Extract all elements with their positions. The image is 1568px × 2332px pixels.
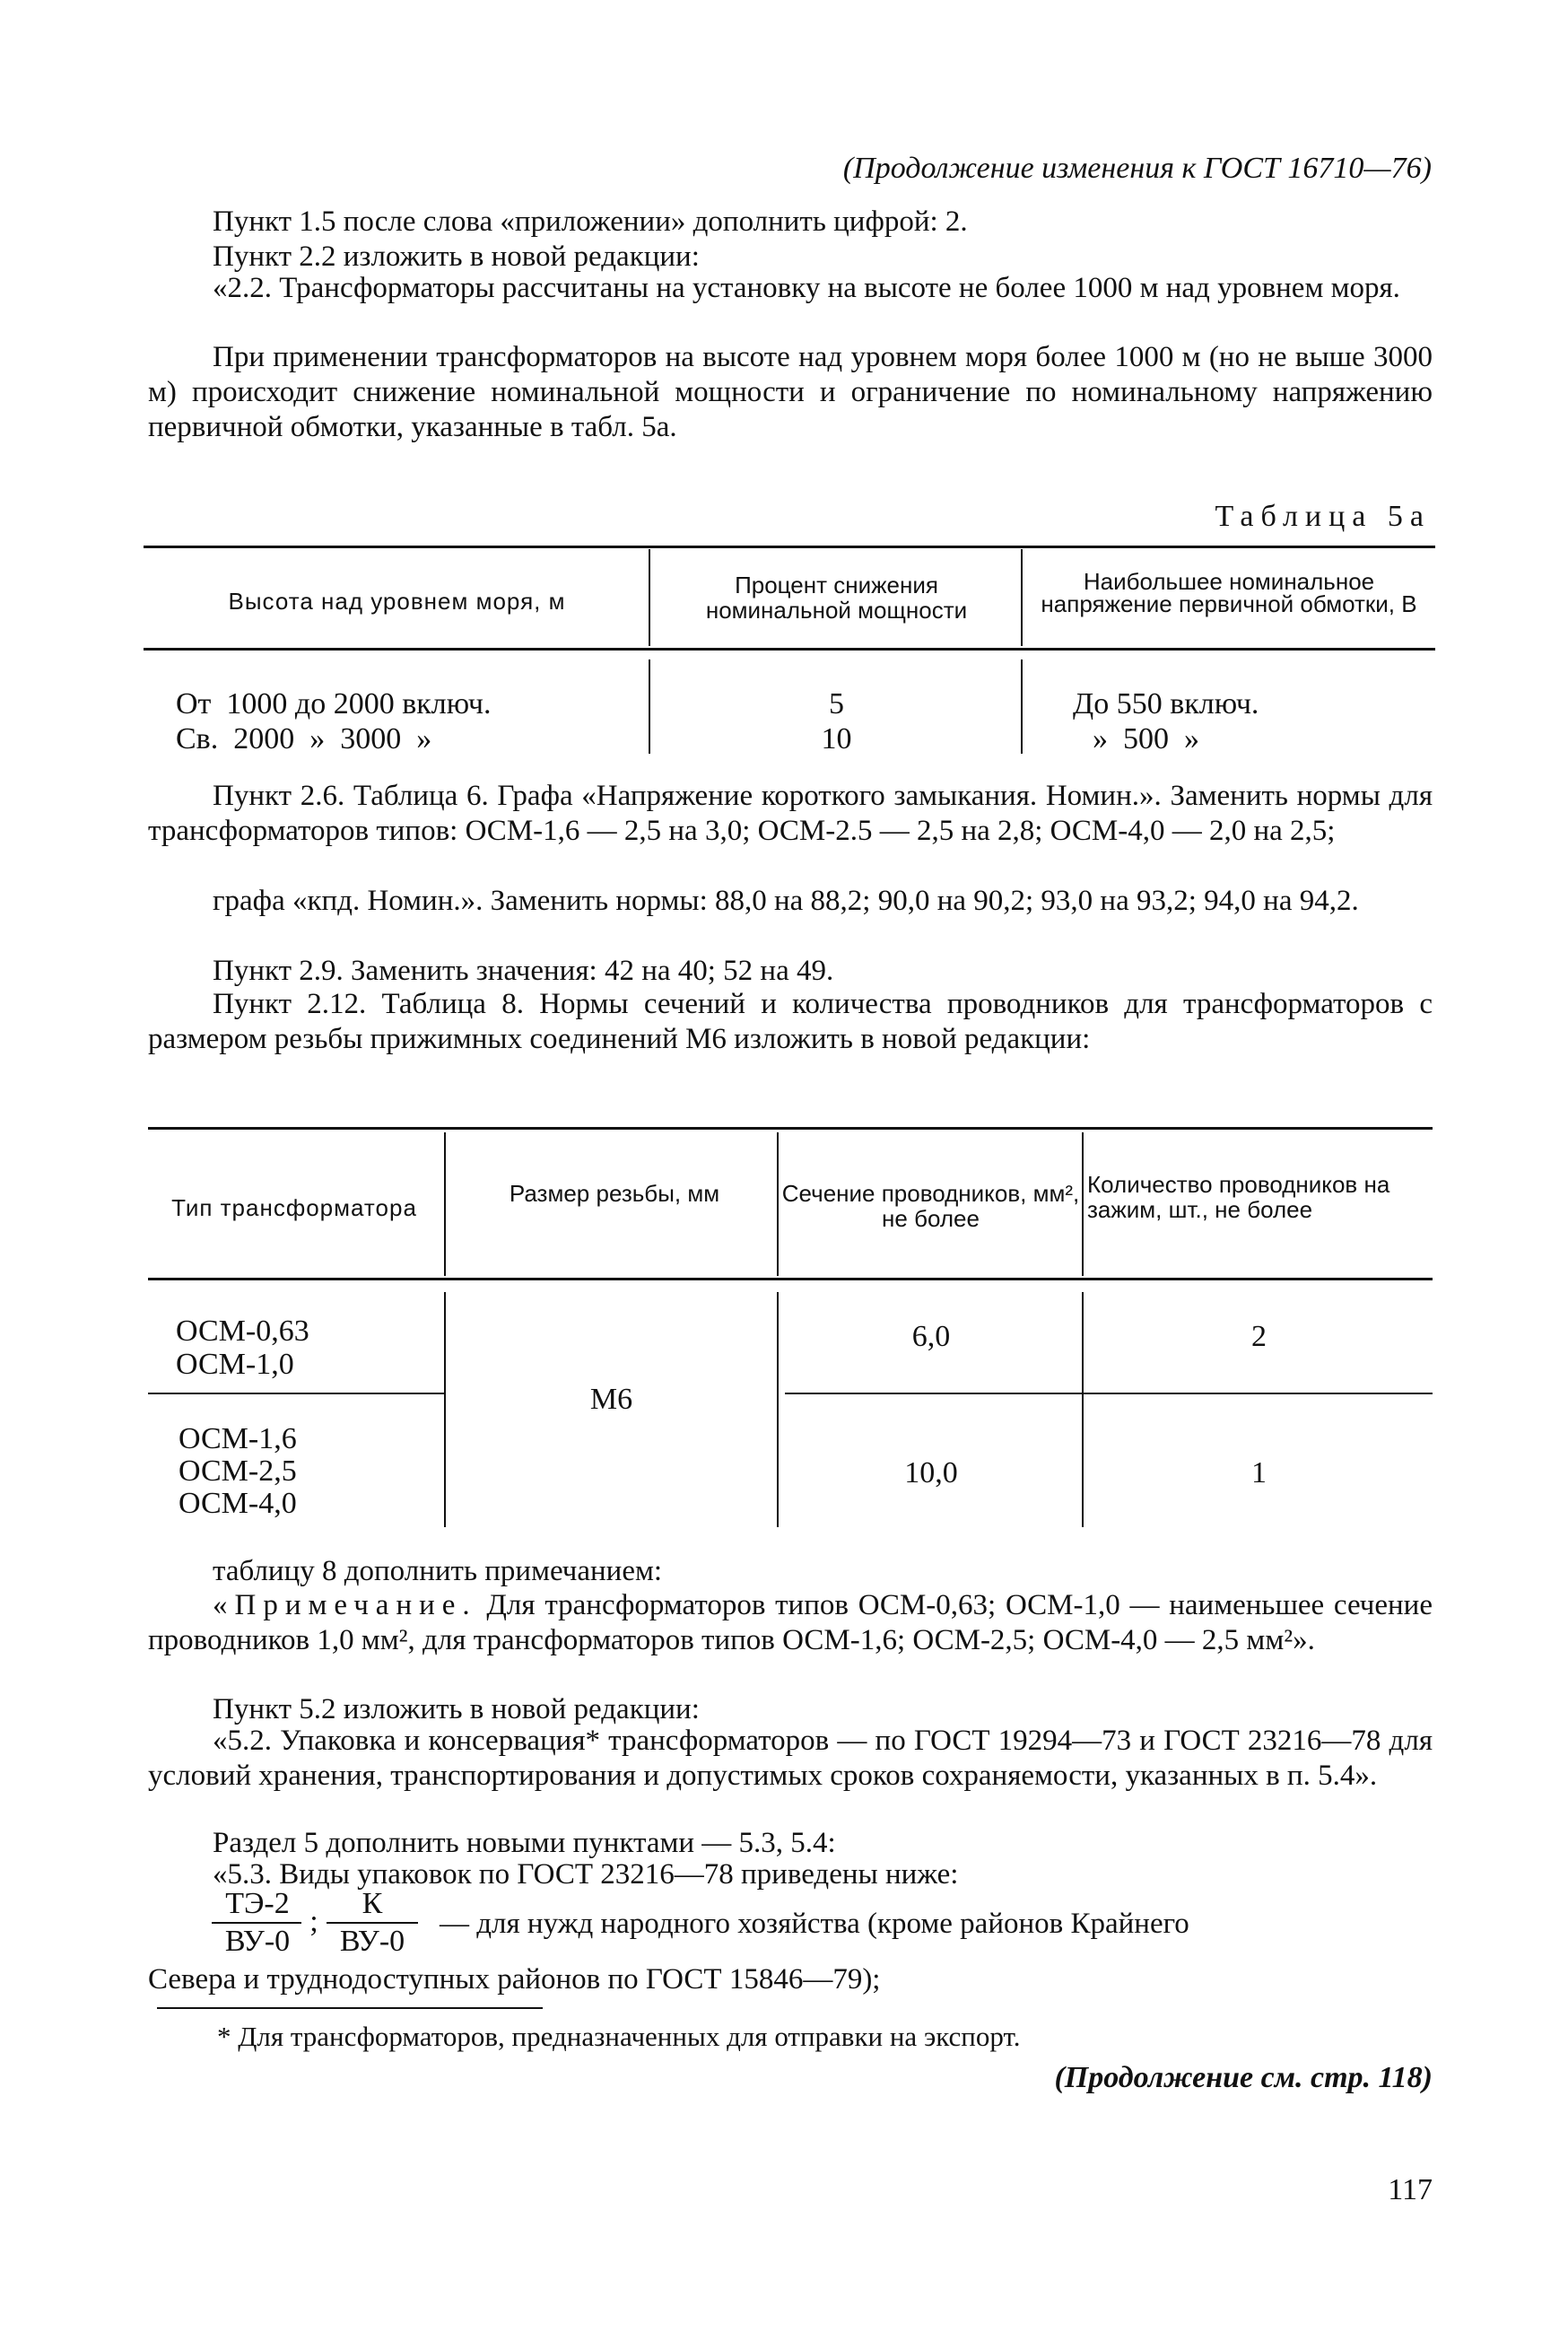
- table-8-header-type: Тип трансформатора: [171, 1194, 417, 1221]
- table-5a-divider-2: [1021, 549, 1023, 646]
- table-5a-row-2-voltage: » 500 »: [1093, 722, 1199, 755]
- table-8-header-rule: [148, 1278, 1433, 1280]
- continuation-note: (Продолжение см. стр. 118): [1054, 2061, 1433, 2094]
- table-5a-caption: Таблица 5а: [1215, 500, 1431, 533]
- paragraph-item-5-2-intro: Пункт 5.2 изложить в новой редакции:: [213, 1693, 700, 1725]
- table-5a-row-1-voltage: До 550 включ.: [1073, 687, 1259, 721]
- table-8-group-rule-left: [148, 1393, 444, 1394]
- table-8-top-rule: [148, 1127, 1433, 1130]
- table-8-divider-2: [777, 1132, 779, 1276]
- note-lead: «Примечание.: [213, 1589, 477, 1621]
- packaging-fraction-1-bar: [212, 1922, 301, 1924]
- table-5a-header-voltage: Наибольшее номинальное напряжение первичной обмотки, В: [1041, 568, 1417, 617]
- table-5a-divider-1b: [649, 659, 650, 754]
- table-5a-header-rule: [144, 648, 1435, 651]
- table-8-group-1-type-1: ОСМ-0,63: [176, 1314, 309, 1348]
- note-rest: Для трансформаторов типов ОСМ-0,63; ОСМ-1,0 — наименьшее сечение проводников 1,0 мм², для трансформаторов типов ОСМ-1,6; ОСМ-2,5; ОСМ-4,0 — 2,5 мм²».: [148, 1589, 1433, 1656]
- packaging-fraction-1-denominator: ВУ-0: [224, 1925, 291, 1958]
- table-5a-row-1-power: 5: [829, 687, 844, 721]
- table-8-group-1-section: 6,0: [911, 1320, 951, 1353]
- paragraph-table-8-note: [148, 1588, 1433, 1658]
- table-8-group-2-type-1: ОСМ-1,6: [179, 1422, 297, 1455]
- continuation-header: (Продолжение изменения к ГОСТ 16710—76): [842, 152, 1432, 185]
- table-8-header-count: Количество проводников на зажим, шт., не более: [1087, 1171, 1390, 1223]
- table-8-body-divider-2: [777, 1292, 779, 1527]
- table-8-group-2-count: 1: [1251, 1456, 1267, 1489]
- table-8-group-rule-right: [785, 1393, 1433, 1394]
- paragraph-item-2-9: Пункт 2.9. Заменить значения: 42 на 40; 52 на 49.: [213, 955, 834, 987]
- footnote-rule: [157, 2007, 543, 2009]
- packaging-fraction-2-bar: [327, 1922, 418, 1924]
- packaging-separator: ;: [309, 1905, 318, 1938]
- paragraph-item-2-12: Пункт 2.12. Таблица 8. Нормы сечений и количества проводников для трансформаторов с размером резьбы прижимных соединений М6 изложить в новой редакции:: [148, 988, 1433, 1055]
- paragraph-item-2-2-intro: Пункт 2.2 изложить в новой редакции:: [213, 240, 700, 273]
- table-8-group-2-section: 10,0: [904, 1456, 958, 1489]
- table-8-group-1-count: 2: [1251, 1320, 1267, 1353]
- table-5a-top-rule: [144, 546, 1435, 548]
- table-5a-header-power: Процент снижения номинальной мощности: [705, 572, 968, 624]
- table-5a-row-2-power: 10: [821, 722, 852, 755]
- paragraph-efficiency: графа «кпд. Номин.». Заменить нормы: 88,0 на 88,2; 90,0 на 90,2; 93,0 на 93,2; 94,0 на 94,2.: [213, 885, 1359, 917]
- table-5a-row-2-altitude: Св. 2000 » 3000 »: [176, 722, 432, 755]
- packaging-fraction-2-numerator: К: [362, 1887, 383, 1920]
- paragraph-item-2-2-text: «2.2. Трансформаторы рассчитаны на установку на высоте не более 1000 м над уровнем моря.: [213, 272, 1400, 304]
- table-8-divider-1: [444, 1132, 446, 1276]
- packaging-fraction-2-denominator: ВУ-0: [339, 1925, 405, 1958]
- table-8-group-1-type-2: ОСМ-1,0: [176, 1348, 294, 1381]
- paragraph-section-5-additions: Раздел 5 дополнить новыми пунктами — 5.3, 5.4:: [213, 1827, 836, 1859]
- paragraph-item-2-6: Пункт 2.6. Таблица 6. Графа «Напряжение короткого замыкания. Номин.». Заменить нормы для трансформаторов типов: ОСМ-1,6 — 2,5 на 3,0; ОСМ-2.5 — 2,5 на 2,8; ОСМ-4,0 — 2,0 на 2,5;: [148, 780, 1433, 847]
- paragraph-item-1-5: Пункт 1.5 после слова «приложении» дополнить цифрой: 2.: [213, 205, 968, 238]
- table-5a-divider-2b: [1021, 659, 1023, 754]
- table-8-header-section: Сечение проводников, мм², не более: [781, 1180, 1080, 1232]
- table-5a-row-1-altitude: От 1000 до 2000 включ.: [176, 687, 492, 721]
- table-5a-divider-1: [649, 549, 650, 646]
- paragraph-table-8-note-intro: таблицу 8 дополнить примечанием:: [213, 1555, 663, 1587]
- footnote-text: * Для трансформаторов, предназначенных для отправки на экспорт.: [217, 2021, 1021, 2052]
- table-5a-header-altitude: Высота над уровнем моря, м: [228, 588, 566, 615]
- table-8-group-2-type-3: ОСМ-4,0: [179, 1487, 297, 1520]
- packaging-description-cont: Севера и труднодоступных районов по ГОСТ 15846—79);: [148, 1963, 881, 1996]
- table-8-body-divider-3: [1082, 1292, 1084, 1527]
- table-8-thread-value: М6: [589, 1383, 633, 1416]
- table-8-group-2-type-2: ОСМ-2,5: [179, 1454, 297, 1488]
- table-8-header-thread: Размер резьбы, мм: [509, 1180, 720, 1207]
- table-8-divider-3: [1082, 1132, 1084, 1276]
- page-number: 117: [1388, 2173, 1433, 2206]
- paragraph-altitude: При применении трансформаторов на высоте над уровнем моря более 1000 м (но не выше 3000 м) происходит снижение номинальной мощности и ограничение по номинальному напряжению первичной обмотки, указанные в табл. 5а.: [148, 341, 1433, 443]
- packaging-description: — для нужд народного хозяйства (кроме районов Крайнего: [440, 1908, 1189, 1940]
- paragraph-item-5-2-text: «5.2. Упаковка и консервация* трансформаторов — по ГОСТ 19294—73 и ГОСТ 23216—78 для условий хранения, транспортирования и допустимых сроков сохраняемости, указанных в п. 5.4».: [148, 1725, 1433, 1792]
- packaging-fraction-1-numerator: ТЭ-2: [225, 1887, 290, 1920]
- paragraph-item-5-3: «5.3. Виды упаковок по ГОСТ 23216—78 приведены ниже:: [213, 1858, 959, 1891]
